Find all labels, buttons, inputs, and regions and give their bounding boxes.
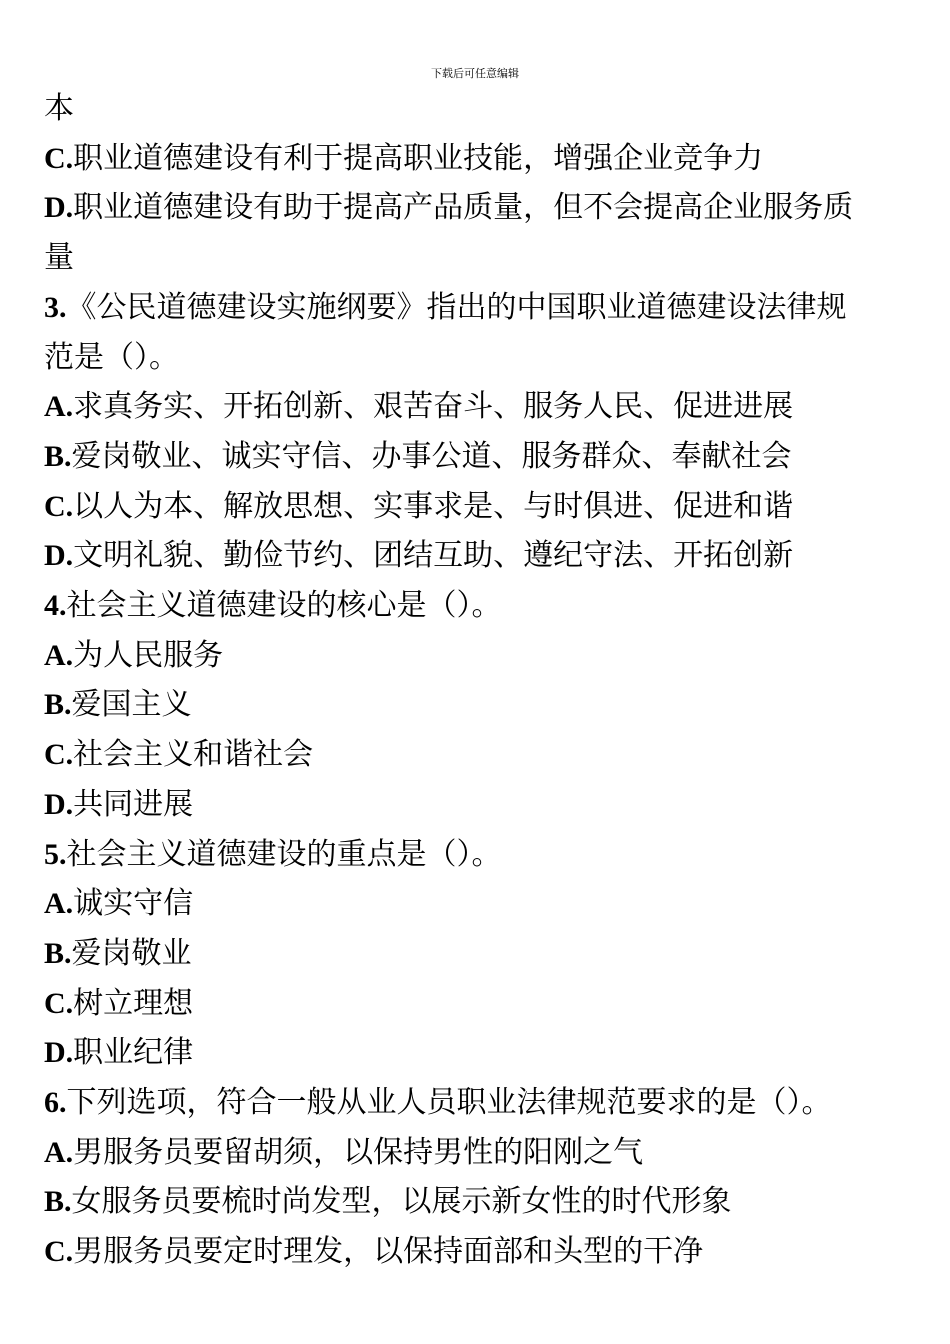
line-prefix: C. <box>44 738 74 772</box>
line-text: 范是（）。 <box>44 339 179 375</box>
option-line <box>44 879 924 929</box>
option-line <box>44 1128 924 1178</box>
text-line <box>44 84 924 134</box>
line-prefix: D. <box>44 539 74 573</box>
page-header: 下载后可任意编辑 <box>431 67 519 80</box>
line-prefix: C. <box>44 1235 74 1269</box>
line-text: 下列选项，符合一般从业人员职业法律规范要求的是（）。 <box>66 1085 832 1121</box>
option-line <box>44 730 924 780</box>
line-prefix: B. <box>44 936 72 970</box>
line-prefix: C. <box>44 986 74 1020</box>
line-text: 男服务员要定时理发，以保持面部和头型的干净 <box>73 1234 704 1270</box>
line-prefix: B. <box>44 688 72 722</box>
line-text: 为人民服务 <box>73 637 224 673</box>
line-prefix: C. <box>44 141 74 175</box>
option-line <box>44 134 924 184</box>
option-line <box>44 1028 924 1078</box>
line-prefix: A. <box>44 1135 74 1169</box>
option-line <box>44 482 924 532</box>
text-line <box>44 233 924 283</box>
line-prefix: 6. <box>44 1086 67 1120</box>
line-prefix: D. <box>44 787 74 821</box>
line-text: 社会主义道德建设的重点是（）。 <box>66 836 502 872</box>
line-prefix: 4. <box>44 589 67 623</box>
line-text: 爱岗敬业 <box>71 935 192 971</box>
line-prefix: 5. <box>44 837 67 871</box>
option-line <box>44 929 924 979</box>
line-prefix: 3. <box>44 290 67 324</box>
document-body <box>44 84 924 1277</box>
question-line <box>44 830 924 880</box>
line-text: 树立理想 <box>73 985 194 1021</box>
option-line <box>44 631 924 681</box>
line-prefix: D. <box>44 191 74 225</box>
question-line <box>44 283 924 333</box>
line-text: 本 <box>44 91 74 126</box>
option-line <box>44 382 924 432</box>
line-prefix: A. <box>44 638 74 672</box>
line-prefix: A. <box>44 390 74 424</box>
question-line <box>44 1078 924 1128</box>
line-prefix: C. <box>44 489 74 523</box>
option-line <box>44 1177 924 1227</box>
text-line <box>44 333 924 383</box>
line-prefix: B. <box>44 1185 72 1219</box>
option-line <box>44 780 924 830</box>
option-line <box>44 183 924 233</box>
line-text: 爱国主义 <box>71 687 192 723</box>
line-text: 求真务实、开拓创新、艰苦奋斗、服务人民、促进进展 <box>73 389 794 425</box>
line-text: 社会主义道德建设的核心是（）。 <box>66 588 502 624</box>
line-text: 社会主义和谐社会 <box>73 737 314 773</box>
line-prefix: A. <box>44 887 74 921</box>
line-text: 量 <box>44 240 74 276</box>
line-prefix: D. <box>44 1036 74 1070</box>
line-text: 职业纪律 <box>73 1035 194 1071</box>
option-line <box>44 680 924 730</box>
line-text: 女服务员要梳时尚发型，以展示新女性的时代形象 <box>71 1184 732 1220</box>
line-text: 共同进展 <box>73 786 194 822</box>
option-line <box>44 979 924 1029</box>
option-line <box>44 531 924 581</box>
line-text: 职业道德建设有助于提高产品质量，但不会提高企业服务质 <box>73 190 854 226</box>
question-line <box>44 581 924 631</box>
option-line <box>44 432 924 482</box>
line-text: 爱岗敬业、诚实守信、办事公道、服务群众、奉献社会 <box>71 438 792 474</box>
line-text: 《公民道德建设实施纲要》指出的中国职业道德建设法律规 <box>66 289 847 325</box>
line-prefix: B. <box>44 439 72 473</box>
line-text: 职业道德建设有利于提高职业技能，增强企业竞争力 <box>73 140 764 176</box>
line-text: 文明礼貌、勤俭节约、团结互助、遵纪守法、开拓创新 <box>73 538 794 574</box>
line-text: 以人为本、解放思想、实事求是、与时俱进、促进和谐 <box>73 488 794 524</box>
line-text: 男服务员要留胡须，以保持男性的阳刚之气 <box>73 1134 644 1170</box>
option-line <box>44 1227 924 1277</box>
line-text: 诚实守信 <box>73 886 194 922</box>
